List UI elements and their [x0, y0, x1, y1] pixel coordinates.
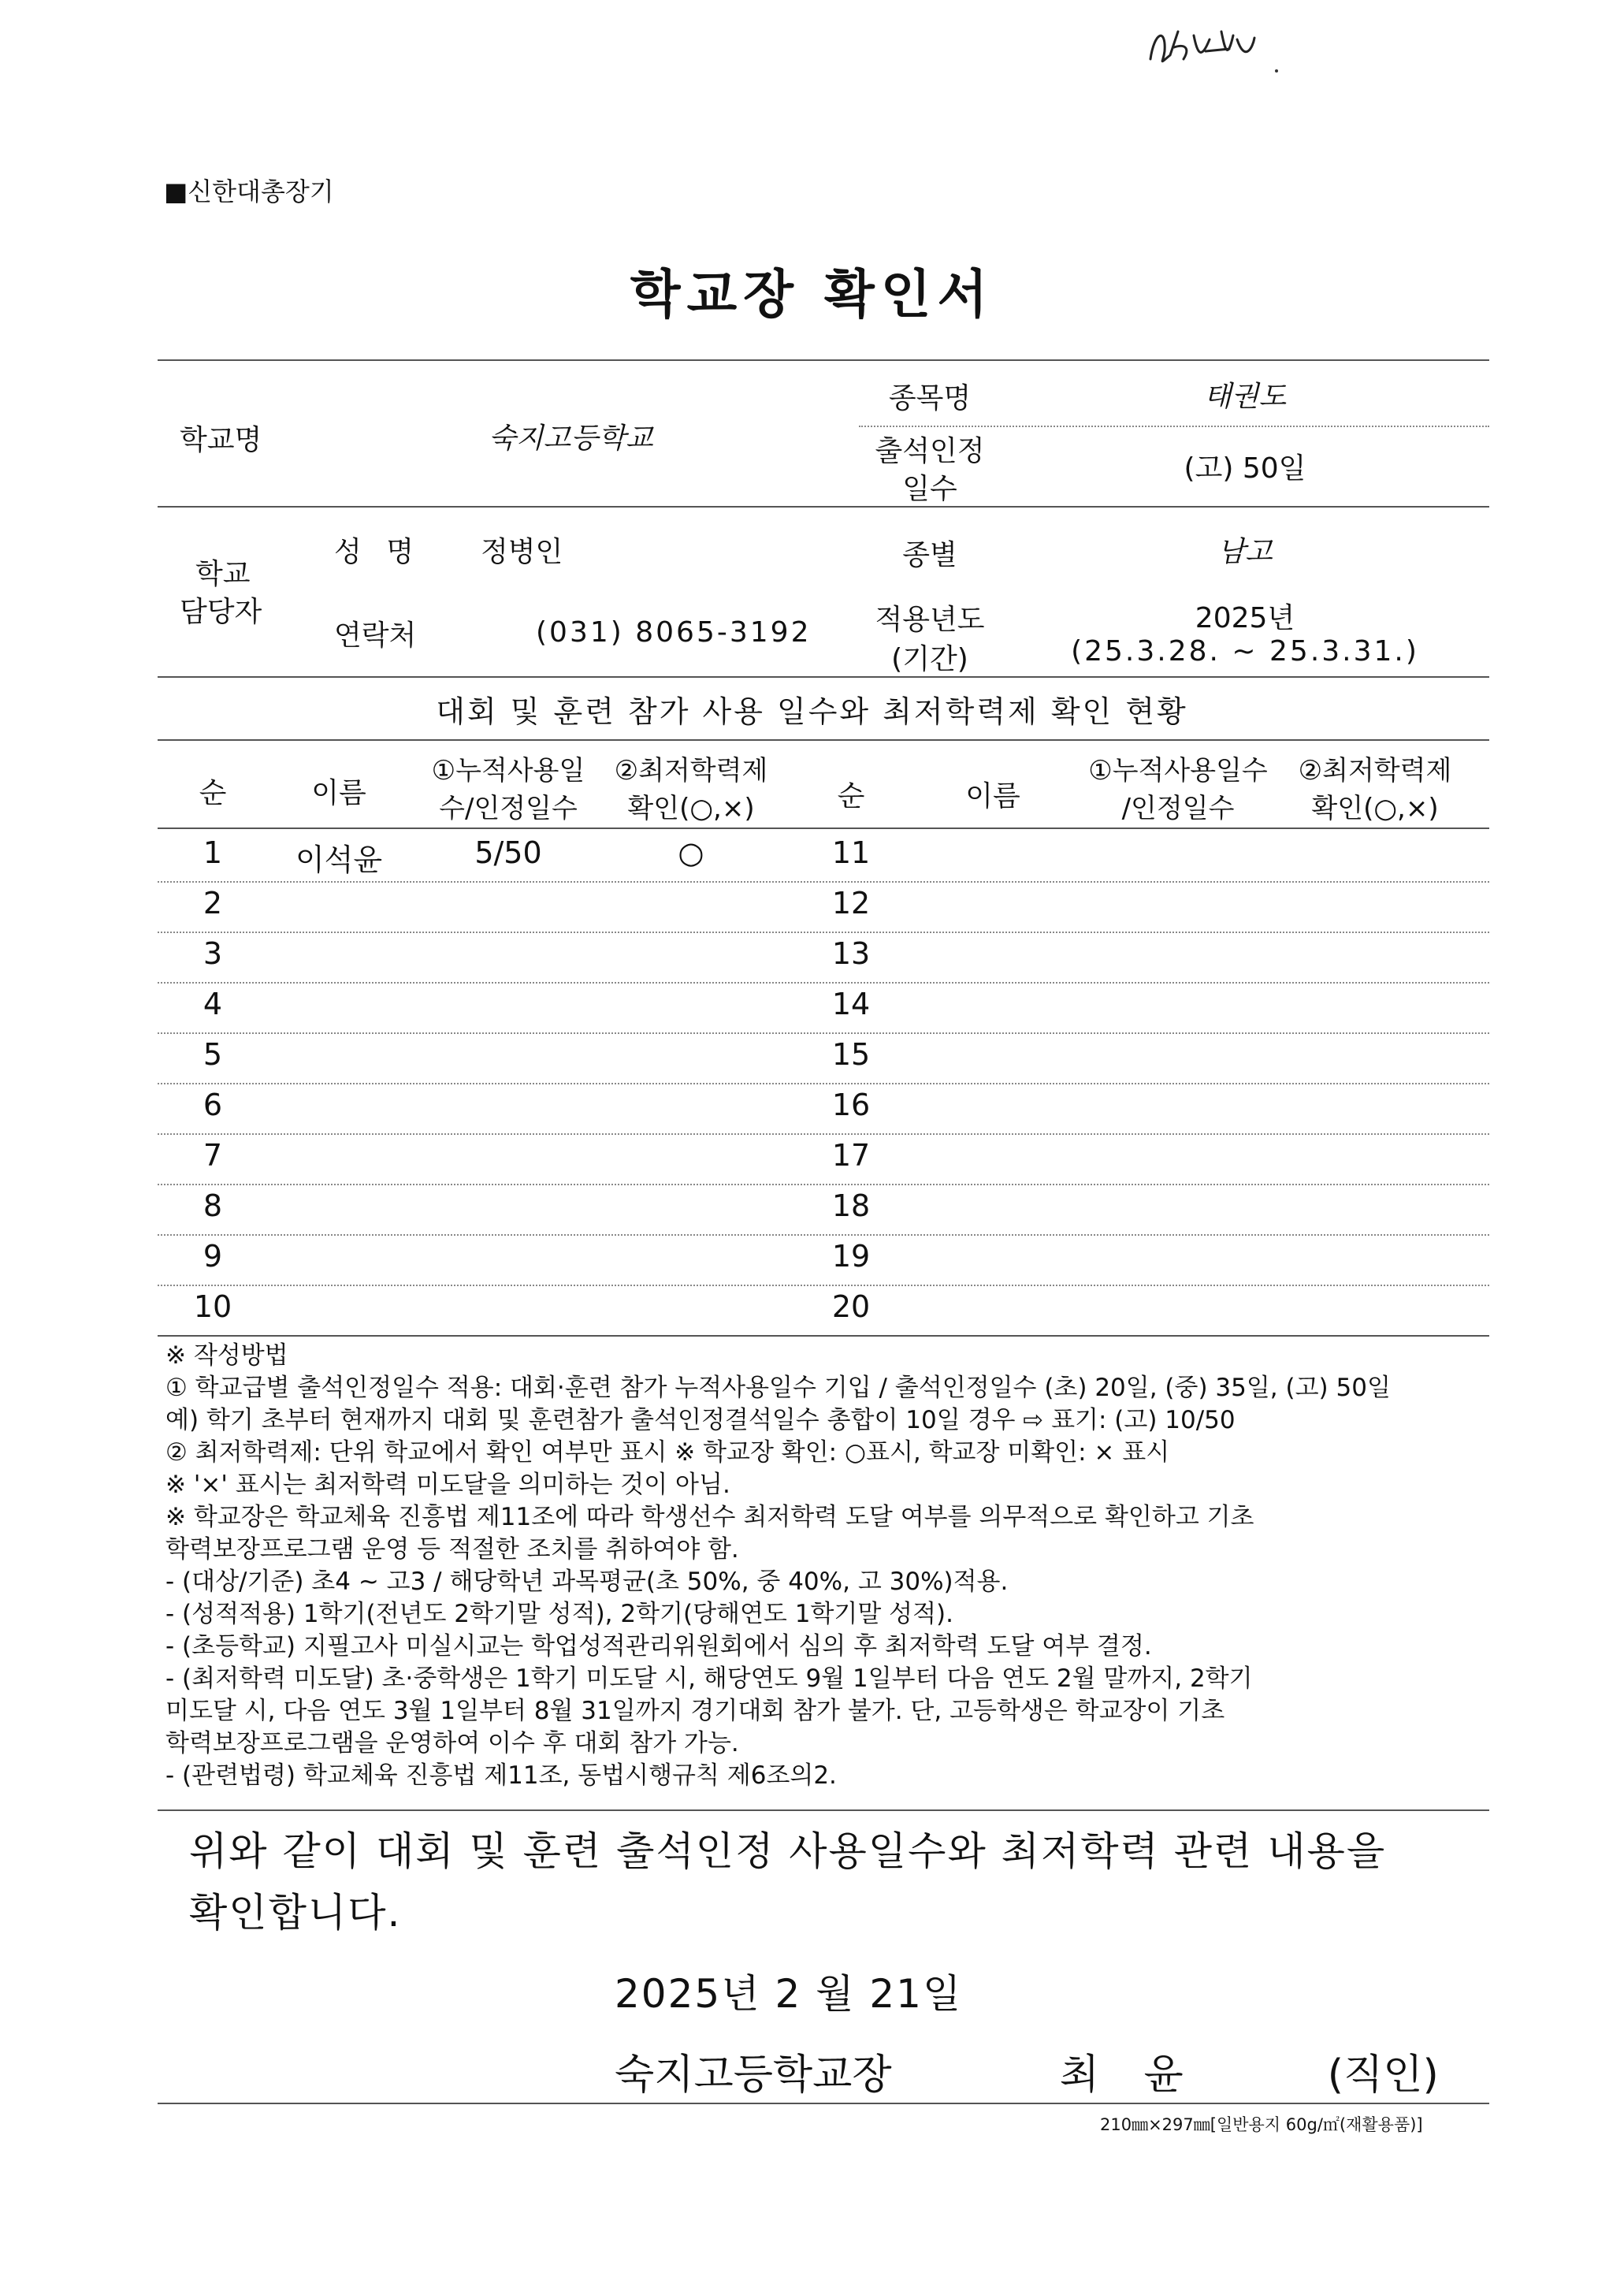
period-value: (25.3.28. ~ 25.3.31.): [1071, 635, 1419, 668]
student-name: 이석윤: [295, 842, 383, 877]
table-row: [158, 1184, 1489, 1234]
header-days: ①누적사용일: [431, 755, 585, 787]
row-number: 10: [193, 1289, 232, 1324]
row-number: 2: [203, 886, 223, 920]
header-name: 이름: [311, 777, 366, 809]
school-name-value: 숙지고등학교: [489, 422, 653, 455]
contact-value: (031) 8065-3192: [536, 616, 812, 649]
info-divider: [859, 426, 1489, 427]
row-number-right: 14: [831, 987, 871, 1021]
table-row: [158, 982, 1489, 1032]
notes-bottom-border: [158, 1809, 1489, 1811]
note-line: 예) 학기 초부터 현재까지 대회 및 훈련참가 출석인정결석일수 총합이 10일 경우 ⇨ 표기: (고) 10/50: [165, 1406, 1236, 1434]
row-number-right: 19: [831, 1239, 871, 1274]
header-no-right: 순: [837, 780, 865, 813]
header-name-right: 이름: [965, 780, 1020, 813]
note-line: ① 학교급별 출석인정일수 적용: 대회·훈련 참가 누적사용일수 기입 / 출석인정일수 (초) 20일, (중) 35일, (고) 50일: [165, 1374, 1391, 1402]
info-middle-border: [158, 506, 1489, 508]
contact-label: 연락처: [334, 619, 417, 652]
table-bottom-border: [158, 1335, 1489, 1337]
attendance-label: 출석인정: [875, 435, 985, 467]
staff-label: 학교: [195, 558, 251, 590]
principal-name: 최 윤: [1059, 2051, 1199, 2099]
gender-value: 남고: [1217, 536, 1273, 568]
table-header-border: [158, 828, 1489, 829]
note-line: ※ 학교장은 학교체육 진흥법 제11조에 따라 학생선수 최저학력 도달 여부를 의무적으로 확인하고 기초: [165, 1503, 1254, 1531]
year-value: 2025년: [1195, 602, 1295, 634]
sport-label: 종목명: [888, 382, 972, 415]
confirmation-line: 위와 같이 대회 및 훈련 출석인정 사용일수와 최저학력 관련 내용을: [189, 1828, 1387, 1874]
attendance-label-2: 일수: [902, 473, 957, 505]
row-number: 3: [203, 936, 223, 971]
document-title: 학교장 확인서: [630, 264, 994, 325]
category-label: ■신한대총장기: [164, 177, 334, 206]
section-title: 대회 및 훈련 참가 사용 일수와 최저학력제 확인 현황: [436, 694, 1188, 729]
principal-signature-line: [615, 2041, 1439, 2100]
note-line: - (성적적용) 1학기(전년도 2학기말 성적), 2학기(당해연도 1학기말 성적).: [165, 1600, 953, 1628]
footer-border: [158, 2103, 1489, 2104]
info-bottom-border: [158, 676, 1489, 678]
table-row: [158, 932, 1489, 982]
school-name-label: 학교명: [180, 424, 262, 456]
note-line: ※ '×' 표시는 최저학력 미도달을 의미하는 것이 아님.: [165, 1471, 730, 1499]
note-line: 미도달 시, 다음 연도 3월 1일부터 8월 31일까지 경기대회 참가 불가. 단, 고등학생은 학교장이 기초: [165, 1697, 1225, 1725]
header-days-2: 수/인정일수: [439, 793, 578, 824]
row-number: 9: [203, 1239, 223, 1274]
name-label: 성 명: [334, 536, 422, 568]
header-check-right: ②최저학력제: [1298, 755, 1452, 787]
table-row: [158, 831, 1489, 881]
row-number: 6: [203, 1088, 223, 1122]
note-line: - (관련법령) 학교체육 진흥법 제11조, 동법시행규칙 제6조의2.: [165, 1761, 837, 1790]
row-number: 8: [203, 1188, 223, 1223]
note-line: - (최저학력 미도달) 초·중학생은 1학기 미도달 시, 해당연도 9월 1일부터 다음 연도 2월 말까지, 2학기: [165, 1664, 1253, 1693]
row-number-right: 20: [831, 1289, 871, 1324]
year-label: 적용년도: [875, 604, 985, 636]
table-row: [158, 1083, 1489, 1133]
row-number-right: 12: [831, 886, 871, 920]
row-number-right: 15: [831, 1037, 871, 1072]
paper-spec-footer: 210㎜×297㎜[일반용지 60g/㎡(재활용품)]: [1100, 2115, 1423, 2134]
year-label-2: (기간): [891, 643, 968, 675]
row-number: 4: [203, 987, 223, 1021]
row-number-right: 16: [831, 1088, 871, 1122]
note-line: 학력보장프로그램 운영 등 적절한 조치를 취하여야 함.: [165, 1535, 739, 1564]
sport-value: 태권도: [1203, 381, 1287, 413]
row-number-right: 13: [831, 936, 871, 971]
table-row: [158, 1285, 1489, 1335]
table-row: [158, 1234, 1489, 1285]
name-value: 정병인: [481, 536, 563, 568]
table-row: [158, 1032, 1489, 1083]
confirmation-text: [189, 1821, 1386, 1943]
attendance-value: (고) 50일: [1184, 452, 1306, 485]
header-days-right: ①누적사용일수: [1088, 755, 1268, 787]
instructions-notes: [165, 1340, 1505, 1792]
note-line: ※ 작성방법: [165, 1341, 288, 1370]
info-top-border: [158, 359, 1489, 361]
row-number: 7: [203, 1138, 223, 1173]
header-check-right-2: 확인(○,×): [1311, 793, 1439, 824]
row-number-right: 11: [831, 835, 871, 870]
header-check: ②최저학력제: [614, 755, 768, 787]
staff-label-2: 담당자: [180, 596, 262, 628]
seal-label: (직인): [1327, 2051, 1439, 2099]
header-check-2: 확인(○,×): [627, 793, 755, 824]
min-academic-check: ○: [678, 835, 704, 870]
note-line: - (초등학교) 지필고사 미실시교는 학업성적관리위원회에서 심의 후 최저학력 도달 여부 결정.: [165, 1632, 1152, 1661]
row-number-right: 17: [831, 1138, 871, 1173]
handwritten-signature: [1135, 16, 1292, 79]
note-line: - (대상/기준) 초4 ~ 고3 / 해당학년 과목평균(초 50%, 중 40%, 고 30%)적용.: [165, 1568, 1009, 1596]
row-number: 5: [203, 1037, 223, 1072]
used-days: 5/50: [474, 835, 542, 870]
table-row: [158, 1133, 1489, 1184]
row-number: 1: [203, 835, 223, 870]
gender-label: 종별: [902, 539, 957, 571]
confirmation-line: 확인합니다.: [189, 1890, 402, 1936]
header-days-right-2: /인정일수: [1121, 793, 1235, 824]
header-no: 순: [199, 777, 227, 809]
note-line: 학력보장프로그램을 운영하여 이수 후 대회 참가 가능.: [165, 1729, 739, 1757]
principal-title: 숙지고등학교장: [615, 2051, 892, 2099]
table-top-border: [158, 739, 1489, 741]
table-row: [158, 881, 1489, 932]
row-number-right: 18: [831, 1188, 871, 1223]
note-line: ② 최저학력제: 단위 학교에서 확인 여부만 표시 ※ 학교장 확인: ○표시, 학교장 미확인: × 표시: [165, 1438, 1170, 1467]
issue-date: 2025년 2 월 21일: [615, 1971, 963, 2017]
